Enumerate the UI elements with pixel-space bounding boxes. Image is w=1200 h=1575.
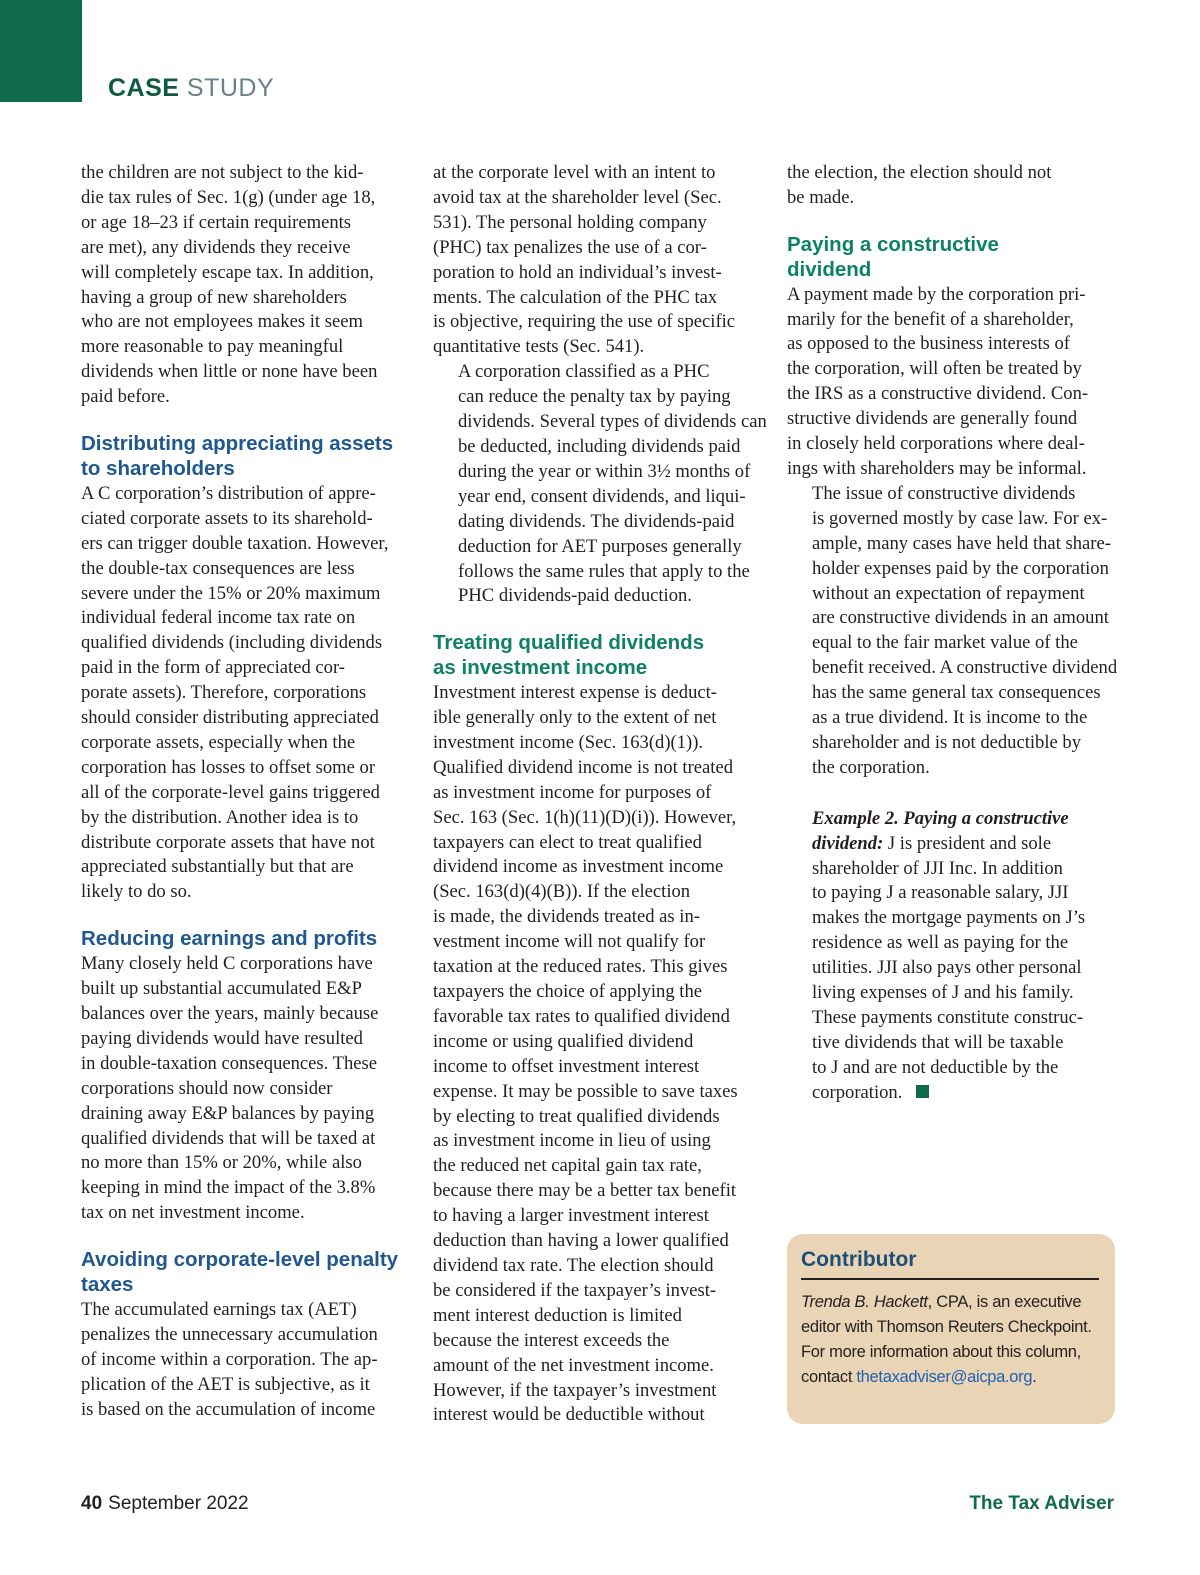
text-line: should consider distributing appreciated [81,707,379,729]
text-line: the corporation. [812,756,930,778]
text-line: Avoiding corporate-level penalty [81,1248,399,1272]
text-line: expense. It may be possible to save taxes [433,1080,738,1102]
example-line: to paying J a reasonable salary, JJI [812,882,1069,904]
text-line: severe under the 15% or 20% maximum [81,582,381,604]
text-line: die tax rules of Sec. 1(g) (under age 18, [81,186,376,208]
example-heading-cont: dividend: [812,832,884,854]
text-line: equal to the fair market value of the [812,632,1078,654]
text-line: Distributing appreciating assets [81,432,394,456]
text-line: by the distribution. Another idea is to [81,806,359,828]
text-line: distribute corporate assets that have not [81,831,375,853]
paragraph [787,161,1117,211]
text-line: Many closely held C corporations have [81,953,373,975]
contributor-line: editor with Thomson Reuters Checkpoint. [801,1318,1092,1336]
example-line: to J and are not deductible by the [812,1056,1059,1078]
contributor-text [801,1290,1099,1390]
text-line: shareholder and is not deductible by [812,731,1082,753]
text-line: as investment income in lieu of using [433,1130,711,1152]
text-line: the IRS as a constructive dividend. Con- [787,383,1089,405]
text-line: income or using qualified dividend [433,1030,694,1052]
text-line: by electing to treat qualified dividends [433,1105,720,1127]
section-label-bold: CASE [108,74,180,102]
text-line: dividends. Several types of dividends can [458,411,767,433]
section-label-light: STUDY [186,74,275,102]
contributor-email-link[interactable]: thetaxadviser@aicpa.org [856,1368,1033,1386]
text-line: no more than 15% or 20%, while also [81,1152,362,1174]
example-line: These payments constitute construc- [812,1007,1084,1028]
subheading-reducing-ep [81,927,411,952]
text-line: the election, the election should not [787,162,1052,183]
text-line: as opposed to the business interests of [787,333,1071,355]
text-line: taxpayers can elect to treat qualified [433,831,702,853]
text-line: built up substantial accumulated E&P [81,978,362,1000]
text-line: amount of the net investment income. [433,1354,714,1376]
text-line: dating dividends. The dividends-paid [458,510,735,532]
text-line: paying dividends would have resulted [81,1027,363,1049]
example-box [812,807,1117,1106]
text-line: The issue of constructive dividends [812,482,1076,504]
text-line: favorable tax rates to qualified dividend [433,1005,730,1027]
text-line: dividend tax rate. The election should [433,1254,714,1276]
text-line: during the year or within 3½ months of [458,460,751,482]
text-line: A corporation classified as a PHC [458,361,710,383]
end-square-icon [916,1085,929,1098]
text-line: tax on net investment income. [81,1202,305,1224]
text-line: paid before. [81,386,170,408]
text-line: or age 18–23 if certain requirements [81,211,352,233]
text-line: Paying a constructive [787,232,999,256]
text-line: benefit received. A constructive dividend [812,657,1118,679]
text-line: structive dividends are generally found [787,408,1078,430]
text-line: taxpayers the choice of applying the [433,981,702,1002]
issue-date: September 2022 [108,1493,249,1514]
text-line: paid in the form of appreciated cor- [81,657,345,679]
text-line: dividends when little or none have been [81,361,378,383]
paragraph [81,161,411,410]
example-line: shareholder of JJI Inc. In addition [812,857,1063,879]
paragraph [81,482,411,905]
text-line: is objective, requiring the use of specific [433,311,736,333]
text-line: balances over the years, mainly because [81,1003,379,1024]
text-line: who are not employees makes it seem [81,311,363,333]
text-line: individual federal income tax rate on [81,607,356,629]
text-line: has the same general tax consequences [812,682,1101,704]
text-line: corporate assets, especially when the [81,731,356,753]
text-line: year end, consent dividends, and liqui- [458,485,746,507]
paragraph [787,482,1117,781]
paragraph [433,161,763,360]
text-line: appreciated substantially but that are [81,856,354,878]
text-line: Investment interest expense is deduct- [433,682,717,704]
text-line: deduction than having a lower qualified [433,1230,729,1252]
subheading-penalty-taxes [81,1248,411,1298]
publication-name: The Tax Adviser [969,1493,1114,1514]
text-line: However, if the taxpayer’s investment [433,1379,717,1401]
text-line: be deducted, including dividends paid [458,435,741,457]
text-line: (Sec. 163(d)(4)(B)). If the election [433,881,691,903]
text-line: is governed mostly by case law. For ex- [812,507,1108,529]
text-line: ments. The calculation of the PHC tax [433,286,718,308]
text-line: penalizes the unnecessary accumulation [81,1323,378,1345]
example-line: makes the mortgage payments on J’s [812,907,1086,929]
text-line: be considered if the taxpayer’s invest- [433,1279,717,1301]
text-line: quantitative tests (Sec. 541). [433,336,645,358]
text-line: to having a larger investment interest [433,1205,709,1227]
example-line: utilities. JJI also pays other personal [812,957,1082,979]
contributor-title: Contributor [801,1248,1099,1280]
text-line: the double-tax consequences are less [81,557,355,579]
text-line: follows the same rules that apply to the [458,560,750,582]
paragraph [433,681,763,1428]
text-line: will completely escape tax. In addition, [81,261,374,283]
text-line: holder expenses paid by the corporation [812,557,1109,579]
text-line: vestment income will not qualify for [433,931,706,953]
text-line: dividend [787,257,872,281]
example-line: corporation. [812,1081,903,1103]
text-line: ible generally only to the extent of net [433,707,717,729]
text-line: the children are not subject to the kid- [81,162,364,183]
text-line: marily for the benefit of a shareholder, [787,308,1074,330]
text-line: Qualified dividend income is not treated [433,756,733,778]
text-line: income to offset investment interest [433,1055,700,1077]
paragraph [787,283,1117,482]
text-line: corporations should now consider [81,1077,333,1099]
text-line: taxes [81,1273,134,1297]
text-line: to shareholders [81,456,235,480]
text-line: in double-taxation consequences. These [81,1052,378,1074]
subheading-constructive-dividend [787,233,1117,283]
text-line: Sec. 163 (Sec. 1(h)(11)(D)(i)). However, [433,806,737,828]
example-text: J is president and sole [883,832,1052,854]
text-line: because there may be a better tax benefit [433,1180,737,1202]
subheading-qualified-dividends [433,631,763,681]
text-line: as a true dividend. It is income to the [812,707,1088,729]
text-line: investment income (Sec. 163(d)(1)). [433,731,704,753]
text-line: as investment income [433,656,648,680]
text-line: the reduced net capital gain tax rate, [433,1155,702,1177]
text-line: poration to hold an individual’s invest- [433,261,722,283]
example-line: living expenses of J and his family. [812,982,1074,1004]
text-line: A payment made by the corporation pri- [787,283,1086,305]
text-line: keeping in mind the impact of the 3.8% [81,1177,376,1199]
paragraph [81,1298,411,1423]
text-line: qualified dividends that will be taxed at [81,1127,376,1149]
text-line: porate assets). Therefore, corporations [81,682,367,704]
contributor-line: , CPA, is an executive [927,1293,1082,1311]
contributor-line: contact [801,1368,857,1386]
text-line: at the corporate level with an intent to [433,162,716,183]
text-line: having a group of new shareholders [81,286,347,308]
footer-left [81,1493,249,1515]
text-line: avoid tax at the shareholder level (Sec. [433,186,722,208]
text-line: are constructive dividends in an amount [812,607,1109,629]
section-label [108,74,274,103]
example-line: residence as well as paying for the [812,932,1069,954]
column-2 [433,161,767,1428]
contributor-line: . [1032,1368,1037,1386]
text-line: ment interest deduction is limited [433,1304,682,1326]
page-number: 40 [81,1493,103,1514]
text-line: can reduce the penalty tax by paying [458,386,731,408]
text-line: more reasonable to pay meaningful [81,336,344,358]
text-line: taxation at the reduced rates. This gives [433,956,728,978]
text-line: interest would be deductible without [433,1404,705,1426]
paragraph [433,360,767,609]
text-line: Reducing earnings and profits [81,927,378,951]
text-line: is based on the accumulation of income [81,1398,376,1420]
text-line: ings with shareholders may be informal. [787,457,1087,479]
text-line: without an expectation of repayment [812,582,1085,604]
example-heading: Example 2. Paying a constructive [812,807,1069,829]
contributor-line: For more information about this column, [801,1343,1081,1361]
text-line: all of the corporate-level gains triggered [81,781,380,803]
text-line: plication of the AET is subjective, as it [81,1373,370,1395]
text-line: dividend income as investment income [433,856,724,878]
text-line: PHC dividends-paid deduction. [458,585,692,607]
text-line: is made, the dividends treated as in- [433,906,700,928]
text-line: likely to do so. [81,881,192,903]
text-line: of income within a corporation. The ap- [81,1348,378,1370]
text-line: the corporation, will often be treated by [787,358,1082,380]
column-1 [81,161,411,1423]
text-line: corporation has losses to offset some or [81,756,376,778]
text-line: ciated corporate assets to its sharehold- [81,507,373,529]
text-line: are met), any dividends they receive [81,236,351,258]
text-line: because the interest exceeds the [433,1329,670,1351]
text-line: as investment income for purposes of [433,781,712,803]
text-line: in closely held corporations where deal- [787,433,1085,455]
text-line: A C corporation’s distribution of appre- [81,482,376,504]
text-line: ample, many cases have held that share- [812,532,1111,554]
contributor-box [787,1234,1115,1424]
text-line: deduction for AET purposes generally [458,535,742,557]
text-line: Treating qualified dividends [433,631,705,655]
text-line: ers can trigger double taxation. However, [81,532,389,554]
text-line: be made. [787,186,855,208]
contributor-name: Trenda B. Hackett [801,1293,928,1311]
text-line: draining away E&P balances by paying [81,1102,375,1124]
corner-color-block [0,0,82,102]
subheading-distributing-assets [81,432,411,482]
text-line: The accumulated earnings tax (AET) [81,1298,357,1320]
paragraph [81,952,411,1226]
text-line: 531). The personal holding company [433,211,707,233]
text-line: (PHC) tax penalizes the use of a cor- [433,236,707,258]
column-3 [787,161,1117,1106]
text-line: qualified dividends (including dividends [81,632,383,654]
example-line: tive dividends that will be taxable [812,1031,1064,1053]
